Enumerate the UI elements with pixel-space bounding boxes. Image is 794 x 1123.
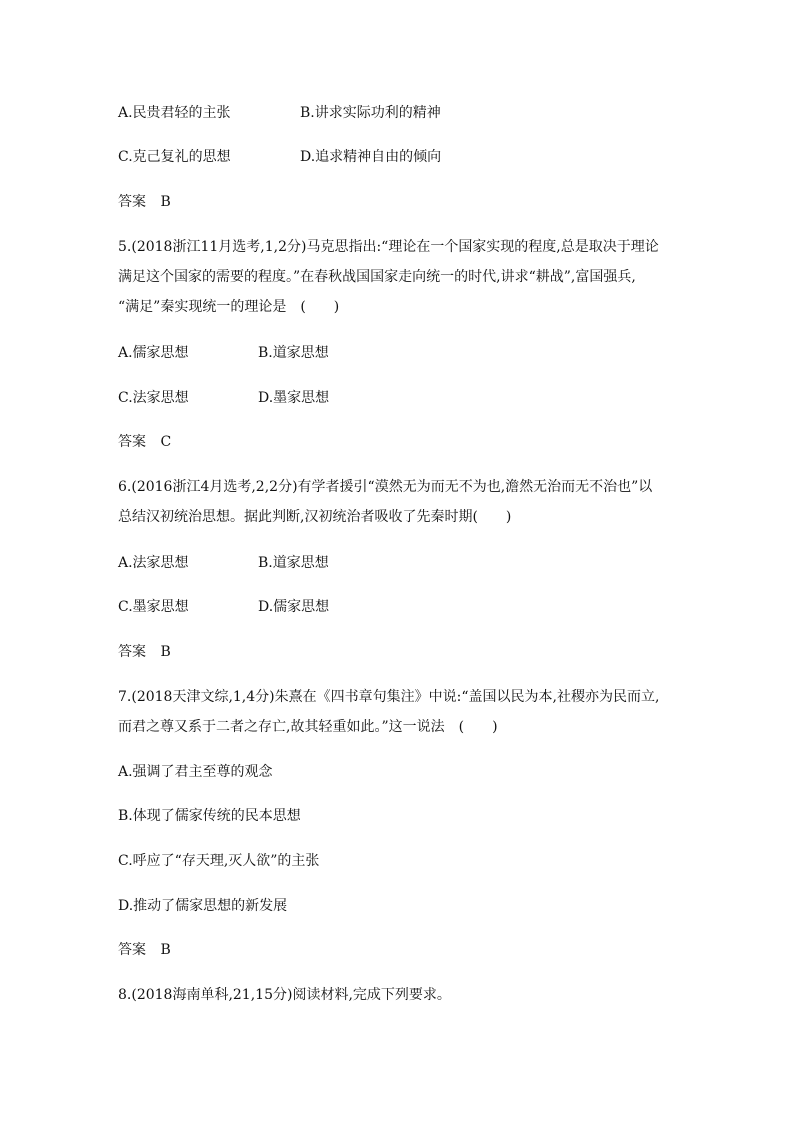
q4-option-c: C.克己复礼的思想 — [118, 149, 231, 165]
q4-option-d: D.追求精神自由的倾向 — [300, 149, 442, 165]
q6-option-a: A.法家思想 — [118, 555, 189, 571]
q7-option-d: D.推动了儒家思想的新发展 — [118, 898, 288, 914]
q5-option-d: D.墨家思想 — [258, 390, 330, 406]
q7-option-c: C.呼应了“存天理,灭人欲”的主张 — [118, 853, 320, 869]
answer-label: 答案 — [118, 434, 146, 450]
q6-option-c: C.墨家思想 — [118, 599, 189, 615]
q7-stem-line-1: 7.(2018天津文综,1,4分)朱熹在《四书章句集注》中说:“盖国以民为本,社稷亦为民而立, — [118, 689, 660, 705]
q6-option-d: D.儒家思想 — [258, 599, 330, 615]
q7-answer — [118, 941, 171, 959]
q5-answer — [118, 433, 171, 451]
answer-label: 答案 — [118, 942, 146, 958]
answer-value: C — [160, 434, 172, 450]
q4-answer — [118, 193, 171, 211]
q5-stem-line-2: 满足这个国家的需要的程度。”在春秋战国国家走向统一的时代,讲求“耕战”,富国强兵, — [118, 269, 636, 285]
q4-option-a: A.民贵君轻的主张 — [118, 105, 231, 121]
answer-value: B — [160, 644, 171, 660]
q6-stem-line-1: 6.(2016浙江4月选考,2,2分)有学者援引“漠然无为而无不为也,澹然无治而无不治也”以 — [118, 479, 653, 495]
q5-option-a: A.儒家思想 — [118, 345, 189, 361]
q4-option-b: B.讲求实际功利的精神 — [300, 105, 441, 121]
answer-label: 答案 — [118, 644, 146, 660]
q5-stem-line-3: “满足”秦实现统一的理论是 ( ) — [118, 299, 340, 315]
q7-option-a: A.强调了君主至尊的观念 — [118, 764, 273, 780]
q5-option-c: C.法家思想 — [118, 390, 189, 406]
q6-stem-line-2: 总结汉初统治思想。据此判断,汉初统治者吸收了先秦时期( ) — [118, 509, 512, 525]
q7-stem-line-2: 而君之尊又系于二者之存亡,故其轻重如此。”这一说法 ( ) — [118, 719, 498, 735]
answer-value: B — [160, 942, 171, 958]
answer-label: 答案 — [118, 194, 146, 210]
q5-option-b: B.道家思想 — [258, 345, 329, 361]
q8-stem-line-1: 8.(2018海南单科,21,15分)阅读材料,完成下列要求。 — [118, 987, 451, 1003]
q6-answer — [118, 643, 171, 661]
answer-value: B — [160, 194, 171, 210]
q6-option-b: B.道家思想 — [258, 555, 329, 571]
q7-option-b: B.体现了儒家传统的民本思想 — [118, 808, 301, 824]
q5-stem-line-1: 5.(2018浙江11月选考,1,2分)马克思指出:“理论在一个国家实现的程度,总是取决于理论 — [118, 239, 659, 255]
